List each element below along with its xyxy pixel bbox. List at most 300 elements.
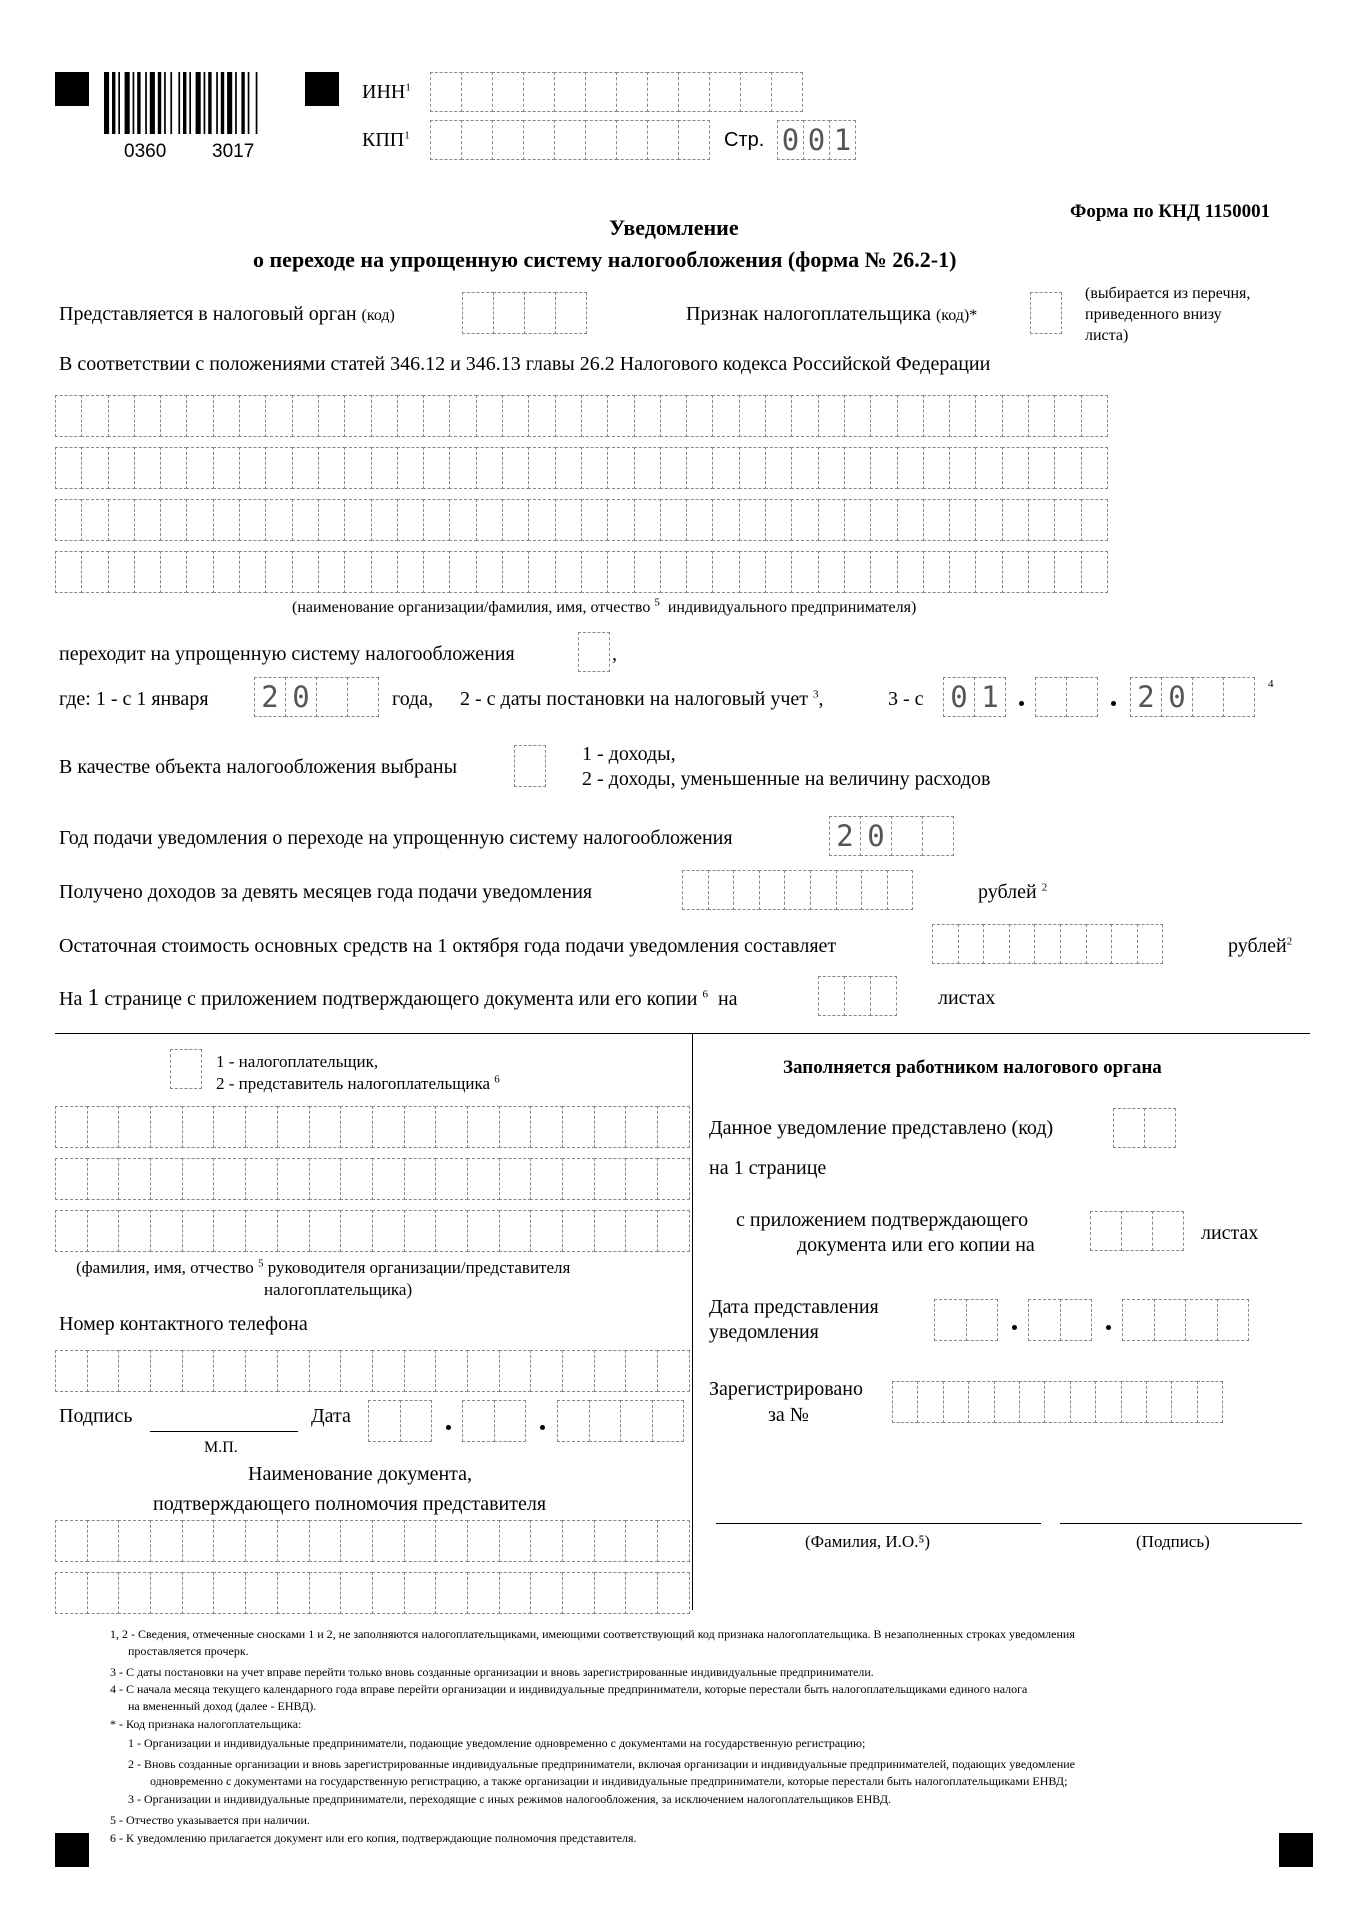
input-cell[interactable] — [493, 292, 525, 334]
input-cell[interactable] — [625, 1106, 658, 1148]
input-cell[interactable] — [344, 499, 371, 541]
input-cell[interactable] — [462, 1400, 495, 1442]
input-cell[interactable] — [108, 499, 135, 541]
input-cell[interactable] — [975, 447, 1002, 489]
input-cell[interactable] — [292, 447, 319, 489]
transition-day-field[interactable] — [943, 677, 1005, 717]
input-cell[interactable] — [784, 870, 811, 910]
input-cell[interactable] — [160, 395, 187, 437]
input-cell[interactable] — [1223, 677, 1255, 717]
input-cell[interactable] — [1070, 1381, 1096, 1423]
input-cell[interactable] — [557, 1400, 590, 1442]
input-cell[interactable] — [55, 1520, 88, 1562]
document-name-row-2[interactable] — [55, 1572, 689, 1614]
input-cell[interactable] — [213, 1350, 246, 1392]
input-cell[interactable] — [678, 72, 710, 112]
input-cell[interactable] — [1121, 1381, 1147, 1423]
input-cell[interactable] — [634, 395, 661, 437]
input-cell[interactable] — [791, 395, 818, 437]
input-cell[interactable] — [435, 1106, 468, 1148]
input-cell[interactable] — [1111, 924, 1138, 964]
input-cell[interactable] — [245, 1210, 278, 1252]
input-cell[interactable] — [476, 499, 503, 541]
input-cell[interactable] — [55, 447, 82, 489]
input-cell[interactable] — [461, 120, 493, 160]
input-cell[interactable] — [344, 551, 371, 593]
input-cell[interactable] — [1002, 551, 1029, 593]
input-cell[interactable] — [949, 447, 976, 489]
input-cell[interactable] — [1034, 924, 1061, 964]
input-cell[interactable] — [686, 395, 713, 437]
input-cell[interactable] — [182, 1158, 215, 1200]
input-cell[interactable] — [634, 499, 661, 541]
input-cell[interactable] — [87, 1210, 120, 1252]
input-cell[interactable] — [1066, 677, 1098, 717]
input-cell[interactable] — [340, 1158, 373, 1200]
input-cell[interactable] — [555, 447, 582, 489]
input-cell[interactable] — [340, 1350, 373, 1392]
input-cell[interactable] — [371, 551, 398, 593]
input-cell[interactable] — [657, 1520, 690, 1562]
input-cell[interactable] — [1137, 924, 1164, 964]
input-cell[interactable] — [186, 395, 213, 437]
signer-name-row-2[interactable] — [55, 1158, 689, 1200]
input-cell[interactable] — [739, 395, 766, 437]
input-cell[interactable] — [404, 1350, 437, 1392]
input-cell[interactable] — [1154, 1299, 1187, 1341]
input-cell[interactable] — [182, 1350, 215, 1392]
input-cell[interactable] — [265, 447, 292, 489]
input-cell[interactable] — [891, 816, 923, 856]
input-cell[interactable] — [818, 551, 845, 593]
input-cell[interactable] — [791, 551, 818, 593]
input-cell[interactable] — [625, 1210, 658, 1252]
input-cell[interactable] — [160, 551, 187, 593]
input-cell[interactable] — [404, 1572, 437, 1614]
sign-date-month[interactable] — [462, 1400, 525, 1442]
input-cell[interactable] — [1152, 1211, 1184, 1251]
input-cell[interactable]: 0 — [285, 677, 317, 717]
input-cell[interactable] — [657, 1158, 690, 1200]
input-cell[interactable] — [371, 499, 398, 541]
input-cell[interactable] — [791, 499, 818, 541]
input-cell[interactable] — [160, 499, 187, 541]
input-cell[interactable] — [1146, 1381, 1172, 1423]
input-cell[interactable] — [528, 499, 555, 541]
input-cell[interactable] — [277, 1106, 310, 1148]
input-cell[interactable] — [55, 1572, 88, 1614]
input-cell[interactable] — [213, 1520, 246, 1562]
input-cell[interactable] — [134, 551, 161, 593]
input-cell[interactable] — [740, 72, 772, 112]
input-cell[interactable] — [530, 1158, 563, 1200]
input-cell[interactable]: 0 — [943, 677, 975, 717]
input-cell[interactable] — [523, 120, 555, 160]
input-cell[interactable] — [340, 1520, 373, 1562]
input-cell[interactable] — [292, 499, 319, 541]
input-cell[interactable] — [682, 870, 709, 910]
tax-authority-code-field[interactable] — [462, 292, 586, 334]
input-cell[interactable] — [213, 551, 240, 593]
input-cell[interactable] — [292, 395, 319, 437]
input-cell[interactable] — [1121, 1211, 1153, 1251]
input-cell[interactable] — [1054, 551, 1081, 593]
input-cell[interactable] — [340, 1210, 373, 1252]
document-name-row-1[interactable] — [55, 1520, 689, 1562]
input-cell[interactable] — [309, 1106, 342, 1148]
input-cell[interactable] — [404, 1520, 437, 1562]
input-cell[interactable] — [733, 870, 760, 910]
input-cell[interactable] — [435, 1520, 468, 1562]
input-cell[interactable] — [476, 447, 503, 489]
input-cell[interactable] — [494, 1400, 527, 1442]
input-cell[interactable] — [1185, 1299, 1218, 1341]
input-cell[interactable] — [316, 677, 348, 717]
input-cell[interactable] — [1028, 395, 1055, 437]
input-cell[interactable] — [87, 1158, 120, 1200]
input-cell[interactable] — [449, 447, 476, 489]
input-cell[interactable] — [492, 120, 524, 160]
object-option-field[interactable] — [514, 745, 545, 787]
input-cell[interactable] — [958, 924, 985, 964]
input-cell[interactable] — [150, 1158, 183, 1200]
input-cell[interactable] — [844, 551, 871, 593]
input-cell[interactable] — [118, 1210, 151, 1252]
input-cell[interactable] — [340, 1572, 373, 1614]
input-cell[interactable] — [55, 395, 82, 437]
input-cell[interactable] — [1009, 924, 1036, 964]
income-field[interactable] — [682, 870, 912, 910]
input-cell[interactable] — [182, 1210, 215, 1252]
signature-line[interactable] — [150, 1431, 298, 1432]
input-cell[interactable] — [975, 395, 1002, 437]
input-cell[interactable] — [932, 924, 959, 964]
presentation-date-month[interactable] — [1028, 1299, 1091, 1341]
input-cell[interactable] — [892, 1381, 918, 1423]
input-cell[interactable] — [502, 447, 529, 489]
inn-field[interactable] — [430, 72, 802, 112]
input-cell[interactable] — [523, 72, 555, 112]
input-cell[interactable] — [430, 120, 462, 160]
input-cell[interactable] — [923, 447, 950, 489]
input-cell[interactable] — [530, 1572, 563, 1614]
input-cell[interactable] — [423, 447, 450, 489]
input-cell[interactable] — [344, 395, 371, 437]
input-cell[interactable] — [372, 1158, 405, 1200]
input-cell[interactable] — [1028, 499, 1055, 541]
input-cell[interactable] — [660, 447, 687, 489]
input-cell[interactable] — [245, 1350, 278, 1392]
input-cell[interactable] — [607, 395, 634, 437]
input-cell[interactable] — [530, 1520, 563, 1562]
input-cell[interactable] — [239, 499, 266, 541]
input-cell[interactable] — [150, 1520, 183, 1562]
input-cell[interactable] — [759, 870, 786, 910]
input-cell[interactable] — [712, 499, 739, 541]
presentation-date-day[interactable] — [934, 1299, 997, 1341]
input-cell[interactable] — [660, 395, 687, 437]
input-cell[interactable] — [514, 745, 546, 787]
input-cell[interactable] — [118, 1158, 151, 1200]
input-cell[interactable] — [462, 292, 494, 334]
input-cell[interactable] — [372, 1210, 405, 1252]
input-cell[interactable] — [1192, 677, 1224, 717]
input-cell[interactable] — [554, 72, 586, 112]
input-cell[interactable] — [555, 551, 582, 593]
input-cell[interactable] — [87, 1572, 120, 1614]
input-cell[interactable] — [594, 1572, 627, 1614]
input-cell[interactable] — [765, 395, 792, 437]
input-cell[interactable] — [897, 551, 924, 593]
input-cell[interactable] — [239, 447, 266, 489]
input-cell[interactable] — [435, 1350, 468, 1392]
input-cell[interactable] — [712, 447, 739, 489]
input-cell[interactable] — [150, 1572, 183, 1614]
input-cell[interactable] — [461, 72, 493, 112]
input-cell[interactable] — [1060, 1299, 1093, 1341]
input-cell[interactable] — [844, 447, 871, 489]
input-cell[interactable] — [657, 1210, 690, 1252]
input-cell[interactable] — [562, 1158, 595, 1200]
input-cell[interactable] — [430, 72, 462, 112]
input-cell[interactable] — [594, 1158, 627, 1200]
input-cell[interactable] — [562, 1572, 595, 1614]
input-cell[interactable] — [502, 499, 529, 541]
input-cell[interactable] — [397, 499, 424, 541]
input-cell[interactable] — [818, 976, 845, 1016]
input-cell[interactable] — [1081, 551, 1108, 593]
input-cell[interactable] — [870, 976, 897, 1016]
presentation-date-year[interactable] — [1122, 1299, 1248, 1341]
organization-name-row-2[interactable] — [55, 447, 1107, 489]
input-cell[interactable] — [372, 1350, 405, 1392]
input-cell[interactable] — [589, 1400, 622, 1442]
input-cell[interactable] — [897, 447, 924, 489]
input-cell[interactable] — [118, 1106, 151, 1148]
input-cell[interactable] — [657, 1350, 690, 1392]
input-cell[interactable] — [150, 1210, 183, 1252]
input-cell[interactable] — [712, 395, 739, 437]
input-cell[interactable] — [277, 1210, 310, 1252]
input-cell[interactable] — [397, 395, 424, 437]
input-cell[interactable] — [678, 120, 710, 160]
input-cell[interactable] — [372, 1520, 405, 1562]
input-cell[interactable] — [182, 1572, 215, 1614]
input-cell[interactable] — [499, 1210, 532, 1252]
input-cell[interactable] — [709, 72, 741, 112]
input-cell[interactable] — [499, 1106, 532, 1148]
input-cell[interactable] — [368, 1400, 401, 1442]
input-cell[interactable] — [423, 551, 450, 593]
input-cell[interactable] — [923, 499, 950, 541]
input-cell[interactable] — [555, 499, 582, 541]
input-cell[interactable] — [1122, 1299, 1155, 1341]
input-cell[interactable] — [765, 551, 792, 593]
registration-number-field[interactable] — [892, 1381, 1222, 1423]
input-cell[interactable] — [1081, 447, 1108, 489]
input-cell[interactable] — [467, 1350, 500, 1392]
input-cell[interactable] — [870, 551, 897, 593]
input-cell[interactable] — [118, 1572, 151, 1614]
input-cell[interactable] — [625, 1350, 658, 1392]
input-cell[interactable] — [423, 499, 450, 541]
input-cell[interactable] — [467, 1520, 500, 1562]
input-cell[interactable] — [1019, 1381, 1045, 1423]
input-cell[interactable] — [277, 1572, 310, 1614]
input-cell[interactable] — [372, 1106, 405, 1148]
input-cell[interactable] — [555, 292, 587, 334]
input-cell[interactable] — [108, 447, 135, 489]
input-cell[interactable] — [502, 551, 529, 593]
input-cell[interactable]: 0 — [860, 816, 892, 856]
input-cell[interactable] — [449, 499, 476, 541]
input-cell[interactable] — [594, 1520, 627, 1562]
input-cell[interactable] — [607, 499, 634, 541]
input-cell[interactable] — [594, 1350, 627, 1392]
input-cell[interactable] — [1035, 677, 1067, 717]
input-cell[interactable] — [1095, 1381, 1121, 1423]
input-cell[interactable] — [499, 1350, 532, 1392]
input-cell[interactable] — [476, 395, 503, 437]
input-cell[interactable] — [499, 1572, 532, 1614]
input-cell[interactable] — [423, 395, 450, 437]
input-cell[interactable] — [400, 1400, 433, 1442]
input-cell[interactable] — [660, 551, 687, 593]
organization-name-row-1[interactable] — [55, 395, 1107, 437]
input-cell[interactable] — [1002, 447, 1029, 489]
input-cell[interactable] — [186, 551, 213, 593]
input-cell[interactable] — [810, 870, 837, 910]
input-cell[interactable] — [467, 1158, 500, 1200]
input-cell[interactable] — [625, 1520, 658, 1562]
attachment-sheets-field[interactable] — [1090, 1211, 1183, 1251]
input-cell[interactable] — [265, 395, 292, 437]
input-cell[interactable] — [245, 1106, 278, 1148]
input-cell[interactable] — [239, 551, 266, 593]
input-cell[interactable] — [55, 1210, 88, 1252]
input-cell[interactable] — [870, 447, 897, 489]
input-cell[interactable] — [594, 1106, 627, 1148]
input-cell[interactable] — [581, 447, 608, 489]
input-cell[interactable] — [949, 551, 976, 593]
input-cell[interactable] — [467, 1572, 500, 1614]
input-cell[interactable] — [1030, 292, 1062, 334]
input-cell[interactable] — [634, 447, 661, 489]
input-cell[interactable] — [771, 72, 803, 112]
input-cell[interactable] — [186, 447, 213, 489]
input-cell[interactable] — [467, 1210, 500, 1252]
input-cell[interactable] — [870, 499, 897, 541]
input-cell[interactable] — [344, 447, 371, 489]
transition-year2-field[interactable] — [1130, 677, 1254, 717]
input-cell[interactable] — [1171, 1381, 1197, 1423]
input-cell[interactable] — [555, 395, 582, 437]
input-cell[interactable] — [265, 499, 292, 541]
input-cell[interactable] — [309, 1572, 342, 1614]
input-cell[interactable] — [1086, 924, 1113, 964]
input-cell[interactable] — [994, 1381, 1020, 1423]
input-cell[interactable] — [277, 1350, 310, 1392]
sign-date-day[interactable] — [368, 1400, 431, 1442]
input-cell[interactable] — [435, 1158, 468, 1200]
kpp-field[interactable] — [430, 120, 709, 160]
officer-signature-line[interactable] — [1060, 1523, 1302, 1524]
input-cell[interactable] — [404, 1210, 437, 1252]
input-cell[interactable] — [134, 499, 161, 541]
input-cell[interactable] — [657, 1572, 690, 1614]
input-cell[interactable] — [943, 1381, 969, 1423]
input-cell[interactable] — [318, 447, 345, 489]
input-cell[interactable] — [309, 1350, 342, 1392]
input-cell[interactable]: 1 — [974, 677, 1006, 717]
input-cell[interactable] — [347, 677, 379, 717]
input-cell[interactable] — [1090, 1211, 1122, 1251]
input-cell[interactable]: 2 — [1130, 677, 1162, 717]
input-cell[interactable] — [897, 499, 924, 541]
input-cell[interactable] — [934, 1299, 967, 1341]
transition-month-field[interactable] — [1035, 677, 1097, 717]
input-cell[interactable] — [708, 870, 735, 910]
input-cell[interactable] — [765, 447, 792, 489]
input-cell[interactable] — [818, 499, 845, 541]
input-cell[interactable] — [528, 551, 555, 593]
input-cell[interactable] — [765, 499, 792, 541]
input-cell[interactable] — [87, 1350, 120, 1392]
input-cell[interactable] — [492, 72, 524, 112]
input-cell[interactable] — [318, 551, 345, 593]
input-cell[interactable] — [922, 816, 954, 856]
input-cell[interactable] — [213, 499, 240, 541]
input-cell[interactable] — [277, 1520, 310, 1562]
input-cell[interactable]: 2 — [254, 677, 286, 717]
input-cell[interactable] — [87, 1520, 120, 1562]
phone-field[interactable] — [55, 1350, 689, 1392]
input-cell[interactable] — [134, 447, 161, 489]
input-cell[interactable] — [1044, 1381, 1070, 1423]
input-cell[interactable] — [87, 1106, 120, 1148]
input-cell[interactable] — [578, 632, 610, 672]
input-cell[interactable] — [55, 499, 82, 541]
input-cell[interactable] — [435, 1572, 468, 1614]
input-cell[interactable] — [818, 395, 845, 437]
input-cell[interactable] — [530, 1350, 563, 1392]
input-cell[interactable] — [594, 1210, 627, 1252]
input-cell[interactable] — [55, 551, 82, 593]
input-cell[interactable] — [292, 551, 319, 593]
input-cell[interactable] — [844, 395, 871, 437]
input-cell[interactable] — [616, 72, 648, 112]
transition-option-field[interactable] — [578, 632, 609, 672]
input-cell[interactable] — [371, 447, 398, 489]
input-cell[interactable] — [118, 1520, 151, 1562]
input-cell[interactable] — [55, 1350, 88, 1392]
input-cell[interactable] — [1002, 499, 1029, 541]
input-cell[interactable] — [397, 551, 424, 593]
input-cell[interactable] — [686, 551, 713, 593]
input-cell[interactable] — [81, 551, 108, 593]
submission-year-field[interactable] — [829, 816, 953, 856]
input-cell[interactable] — [581, 499, 608, 541]
input-cell[interactable] — [923, 551, 950, 593]
input-cell[interactable] — [581, 395, 608, 437]
input-cell[interactable] — [983, 924, 1010, 964]
input-cell[interactable] — [1054, 499, 1081, 541]
input-cell[interactable] — [607, 551, 634, 593]
signer-name-row-1[interactable] — [55, 1106, 689, 1148]
input-cell[interactable] — [213, 1106, 246, 1148]
input-cell[interactable] — [340, 1106, 373, 1148]
input-cell[interactable] — [81, 499, 108, 541]
